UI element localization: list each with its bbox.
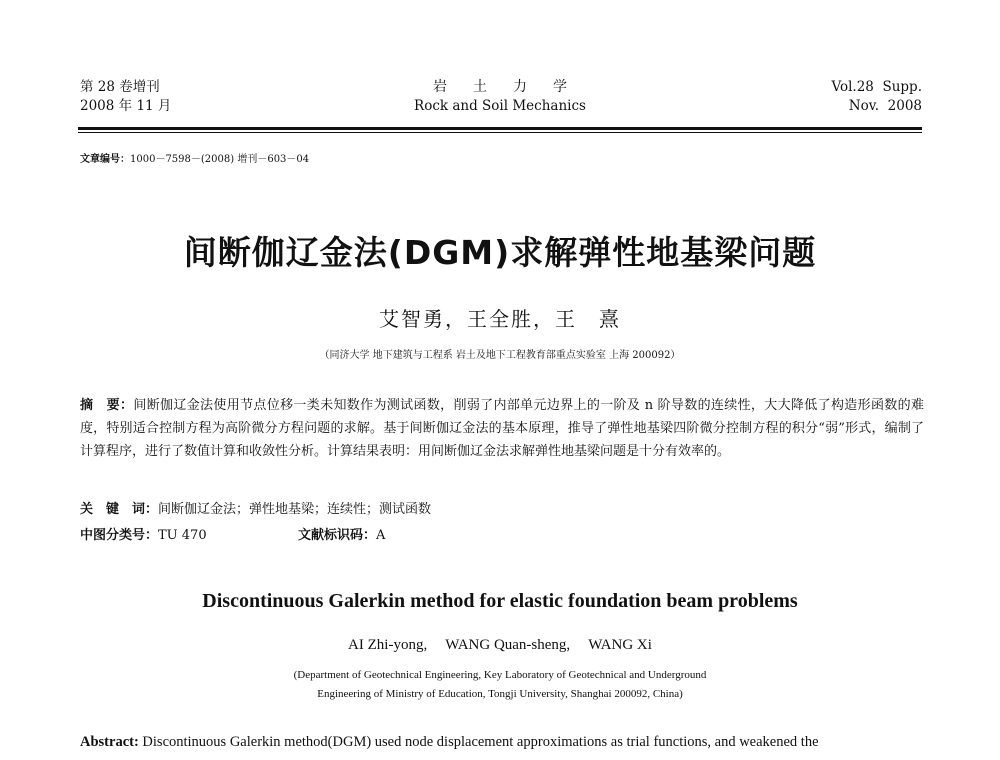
abstract-cn-text: 间断伽辽金法使用节点位移一类未知数作为测试函数，削弱了内部单元边界上的一阶及 n 阶导数的连续性，大大降低了构造形函数的难度，特别适合控制方程为高阶微分方程问题的求解。基于间断伽辽金法的基本原理，推导了弹性地基梁四阶微分控制方程的积分“弱”形式，编制了计算程序，进行了数值计算和收敛性分析。计算结果表明：用间断伽辽金法求解弹性地基梁问题是十分有效率的。 [80, 398, 924, 459]
doc-code-label: 文献标识码： [298, 528, 377, 543]
header-rule-thick [78, 127, 922, 130]
clc-value: TU 470 [158, 528, 207, 543]
affiliation-en-line2: Engineering of Ministry of Education, Tongji University, Shanghai 200092, China) [317, 688, 683, 700]
header-rule-thin [78, 132, 922, 133]
journal-name-cn: 岩土力学 [433, 79, 593, 95]
abstract-en-label: Abstract: [80, 734, 139, 750]
clc-label: 中图分类号： [80, 528, 159, 543]
paper-title-cn: 间断伽辽金法(DGM)求解弹性地基梁问题 [183, 233, 817, 272]
paper-title-en: Discontinuous Galerkin method for elastic foundation beam problems [202, 590, 798, 612]
affiliation-cn: （同济大学 地下建筑与工程系 岩土及地下工程教育部重点实验室 上海 200092） [319, 350, 681, 361]
volume-cn: 第 28 卷增刊 [80, 79, 160, 95]
date-cn: 2008 年 11 月 [80, 98, 172, 114]
article-number-value: 1000－7598－(2008) 增刊－603－04 [130, 154, 310, 165]
author-en-3: WANG Xi [588, 637, 652, 653]
doc-code-value: A [376, 528, 386, 543]
abstract-en [80, 731, 924, 753]
keywords-cn [80, 498, 431, 517]
authors-en [0, 637, 1000, 654]
document-code [298, 524, 385, 543]
journal-name-en: Rock and Soil Mechanics [414, 98, 586, 114]
affiliation-en-line1: (Department of Geotechnical Engineering, Key Laboratory of Geotechnical and Underground [293, 669, 707, 681]
abstract-en-text: Discontinuous Galerkin method(DGM) used node displacement approximations as trial functions, and weakened the [142, 734, 819, 750]
affiliation-en [0, 666, 1000, 704]
keywords-text: 间断伽辽金法；弹性地基梁；连续性；测试函数 [158, 502, 432, 517]
abstract-cn-label: 摘 要： [80, 398, 134, 413]
author-en-2: WANG Quan-sheng, [445, 637, 571, 653]
journal-issue-en [831, 78, 922, 116]
date-en: Nov. 2008 [848, 98, 922, 114]
volume-en: Vol.28 Supp. [831, 79, 922, 95]
authors-cn: 艾智勇，王全胜，王 熹 [379, 307, 621, 331]
abstract-cn [80, 394, 924, 463]
article-number [80, 150, 309, 165]
keywords-label: 关 键 词： [80, 502, 159, 517]
article-number-label: 文章编号： [80, 154, 130, 165]
author-en-1: AI Zhi-yong, [348, 637, 428, 653]
clc-number [80, 524, 207, 543]
